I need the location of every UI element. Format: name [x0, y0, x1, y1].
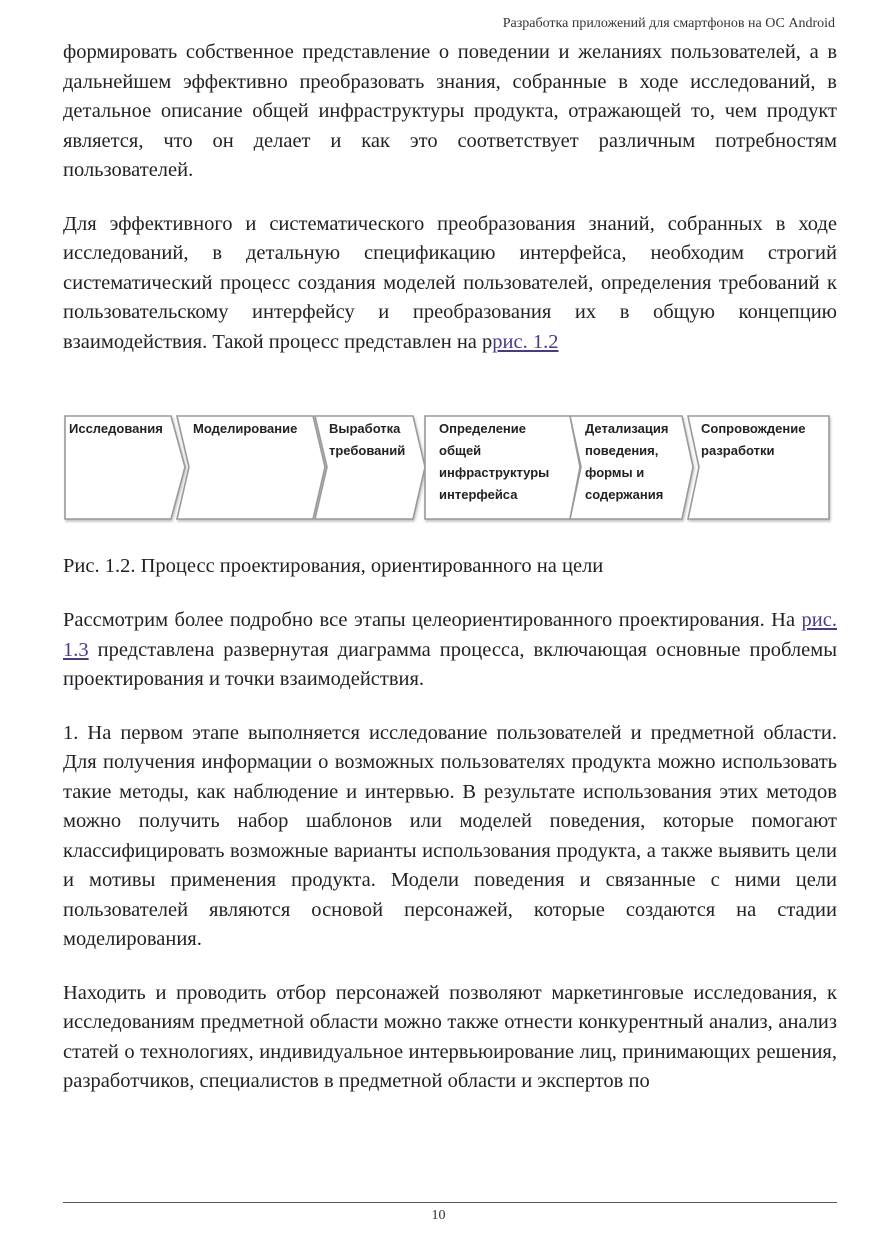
figure-link-1-2[interactable]: рис. 1.2	[492, 330, 559, 353]
process-diagram	[63, 413, 837, 523]
paragraph: Находить и проводить отбор персонажей позволяют маркетинговые исследования, к исследованиям предметной области можно также отнести конкурентный анализ, анализ статей о технологиях, индивидуальное интервьюирование лиц, принимающих решения, разработчиков, специалистов в предметной области и экспертов по	[63, 981, 837, 1092]
stage-label-line: поведения,	[585, 443, 659, 458]
stage-label-line: требований	[329, 443, 406, 458]
stage-label-line: Детализация	[585, 421, 669, 436]
body-text-top	[63, 38, 837, 357]
stage-label-line: формы и	[585, 465, 645, 480]
footer-divider	[63, 1202, 837, 1203]
stage-label-line: Сопровождение	[701, 421, 806, 436]
figure-link-1-3[interactable]: рис. 1.3	[63, 609, 837, 661]
paragraph	[63, 606, 837, 695]
body-text-bottom	[63, 606, 837, 1097]
stage-label-line: общей	[439, 443, 482, 458]
paragraph: формировать собственное представление о поведении и желаниях пользователей, а в дальнейшем эффективно преобразовать знания, собранные в ходе исследований, в детальное описание общей инфраструктуры продукта, отражающей то, чем продукт является, что он делает и как это соответствует различным потребностям пользователей.	[63, 41, 837, 181]
stage-label-line: Выработка	[329, 421, 401, 436]
paragraph: 1. На первом этапе выполняется исследование пользователей и предметной области. Для получения информации о возможных пользователях продукта можно использовать такие методы, как наблюдение и интервью. В результате использования этих методов можно получить набор шаблонов или моделей поведения, которые помогают классифицировать возможные варианты использования продукта, а также выявить цели и мотивы применения продукта. Модели поведения и связанные с ними цели пользователей являются основой персонажей, которые создаются на стадии моделирования.	[63, 721, 837, 950]
stage-label-line: разработки	[701, 443, 775, 458]
figure-caption: Рис. 1.2. Процесс проектирования, ориентированного на цели	[63, 555, 604, 577]
page-number: 10	[431, 1208, 446, 1223]
paragraph-text: Для эффективного и систематического преобразования знаний, собранных в ходе исследований, в детальную спецификацию интерфейса, необходим строгий систематический процесс создания моделей пользователей, определения требований к пользовательскому интерфейсу и преобразования их в общую концепцию взаимодействия. Такой процесс представлен на р	[63, 212, 837, 353]
stage-label	[193, 421, 297, 436]
stage-label-line: содержания	[585, 487, 664, 502]
stage-label-line: инфраструктуры	[439, 465, 550, 480]
paragraph-text: представлена развернутая диаграмма процесса, включающая основные проблемы проектирования и точки взаимодействия.	[63, 638, 837, 690]
stage-label-line: интерфейса	[439, 487, 518, 502]
stage-label	[69, 421, 163, 436]
stage-label-line: Моделирование	[193, 421, 298, 436]
stage-label-line: Определение	[439, 421, 527, 436]
stage-label-line: Исследования	[69, 421, 163, 436]
paragraph-text: Рассмотрим более подробно все этапы целеориентированного проектирования. На	[63, 609, 802, 631]
page-header: Разработка приложений для смартфонов на ОС Android	[502, 16, 835, 31]
paragraph	[63, 210, 837, 358]
